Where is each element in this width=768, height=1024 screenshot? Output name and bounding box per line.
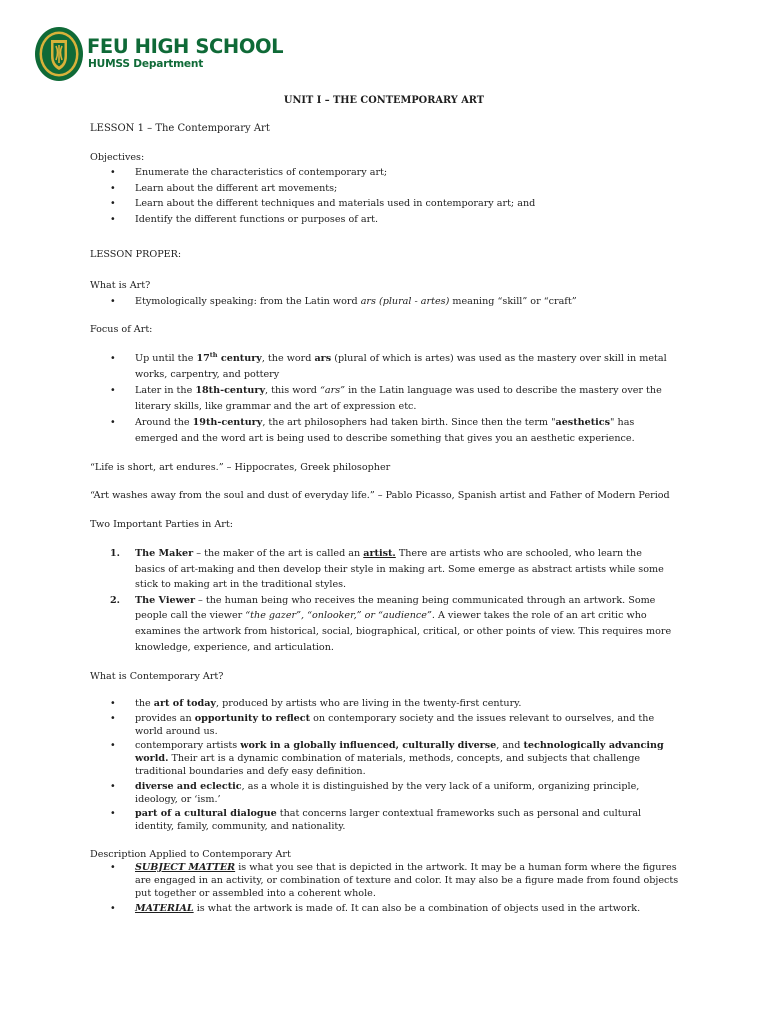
list-item: • Up until the 17th century, the word ars (plural of which is artes) was used as the mastery over skill in metal works, carpentry, and pottery [110,351,680,382]
list-item: • provides an opportunity to reflect on contemporary society and the issues relevant to ourselves, and the world around us. [110,713,680,739]
what-is-art-heading: What is Art? [90,280,151,291]
list-item: 2. The Viewer – the human being who receives the meaning being communicated through an artwork. Some people call the viewer “the gazer”, “onlooker,” or “audience”. A viewer takes the role of an art critic who examines the artwork from historical, social, biographical, critical, or other points of view. This requires more knowledge, experience, and articulation. [110,594,672,653]
list-item: • Enumerate the characteristics of contemporary art; [110,165,680,181]
focus-list [110,351,680,447]
contemporary-heading: What is Contemporary Art? [90,671,224,682]
lesson-title: LESSON 1 – The Contemporary Art [90,123,270,134]
list-item: • diverse and eclectic, as a whole it is distinguished by the very lack of a uniform, organizing principle, ideology, or ‘ism.’ [110,781,680,807]
list-item: • Identify the different functions or purposes of art. [110,212,680,228]
school-name: FEU HIGH SCHOOL [87,35,284,58]
unit-title: UNIT I – THE CONTEMPORARY ART [283,95,485,106]
list-item: • Learn about the different art movements; [110,181,680,197]
lesson-proper-heading: LESSON PROPER: [90,249,182,260]
description-heading: Description Applied to Contemporary Art [90,849,291,860]
list-item: • SUBJECT MATTER is what you see that is depicted in the artwork. It may be a human form where the figures are engaged in an activity, or combination of texture and color. It may also be a figure made from found objects put together or assembled into a coherent whole. [110,862,680,900]
list-item: • Around the 19th-century, the art philosophers had taken birth. Since then the term "aesthetics" has emerged and the word art is being used to describe something that gives you an aesthetic experience. [110,415,680,446]
list-item: • Later in the 18th-century, this word “ars” in the Latin language was used to describe the mastery over the literary skills, like grammar and the art of expression etc. [110,383,680,414]
quote-picasso: “Art washes away from the soul and dust of everyday life.” – Pablo Picasso, Spanish artist and Father of Modern Period [90,490,670,501]
objectives-heading: Objectives: [90,152,145,163]
department-name: HUMSS Department [88,58,204,70]
school-seal-logo [34,26,84,82]
what-is-art-list [110,294,680,310]
quote-hippocrates: “Life is short, art endures.” – Hippocrates, Greek philosopher [90,462,391,473]
contemporary-list [110,698,680,834]
list-item: • part of a cultural dialogue that concerns larger contextual frameworks such as personal and cultural identity, family, community, and nationality. [110,808,680,834]
list-item: • the art of today, produced by artists who are living in the twenty-first century. [110,698,680,711]
focus-heading: Focus of Art: [90,324,153,335]
list-item: • MATERIAL is what the artwork is made of. It can also be a combination of objects used in the artwork. [110,903,680,916]
parties-list [110,546,675,655]
description-list [110,862,680,916]
objectives-list [110,165,680,227]
list-item: • Etymologically speaking: from the Latin word ars (plural - artes) meaning “skill” or “craft” [110,294,680,310]
list-item: • contemporary artists work in a globally influenced, culturally diverse, and technologically advancing world. Their art is a dynamic combination of materials, methods, concepts, and subjects that challenge traditional boundaries and defy easy definition. [110,740,680,778]
parties-heading: Two Important Parties in Art: [90,519,233,530]
list-item: • Learn about the different techniques and materials used in contemporary art; and [110,196,680,212]
list-item: 1. The Maker – the maker of the art is called an artist. There are artists who are schooled, who learn the basics of art-making and then develop their style in making art. Some emerge as abstract artists while some stick to making art in the traditional styles. [110,548,664,591]
